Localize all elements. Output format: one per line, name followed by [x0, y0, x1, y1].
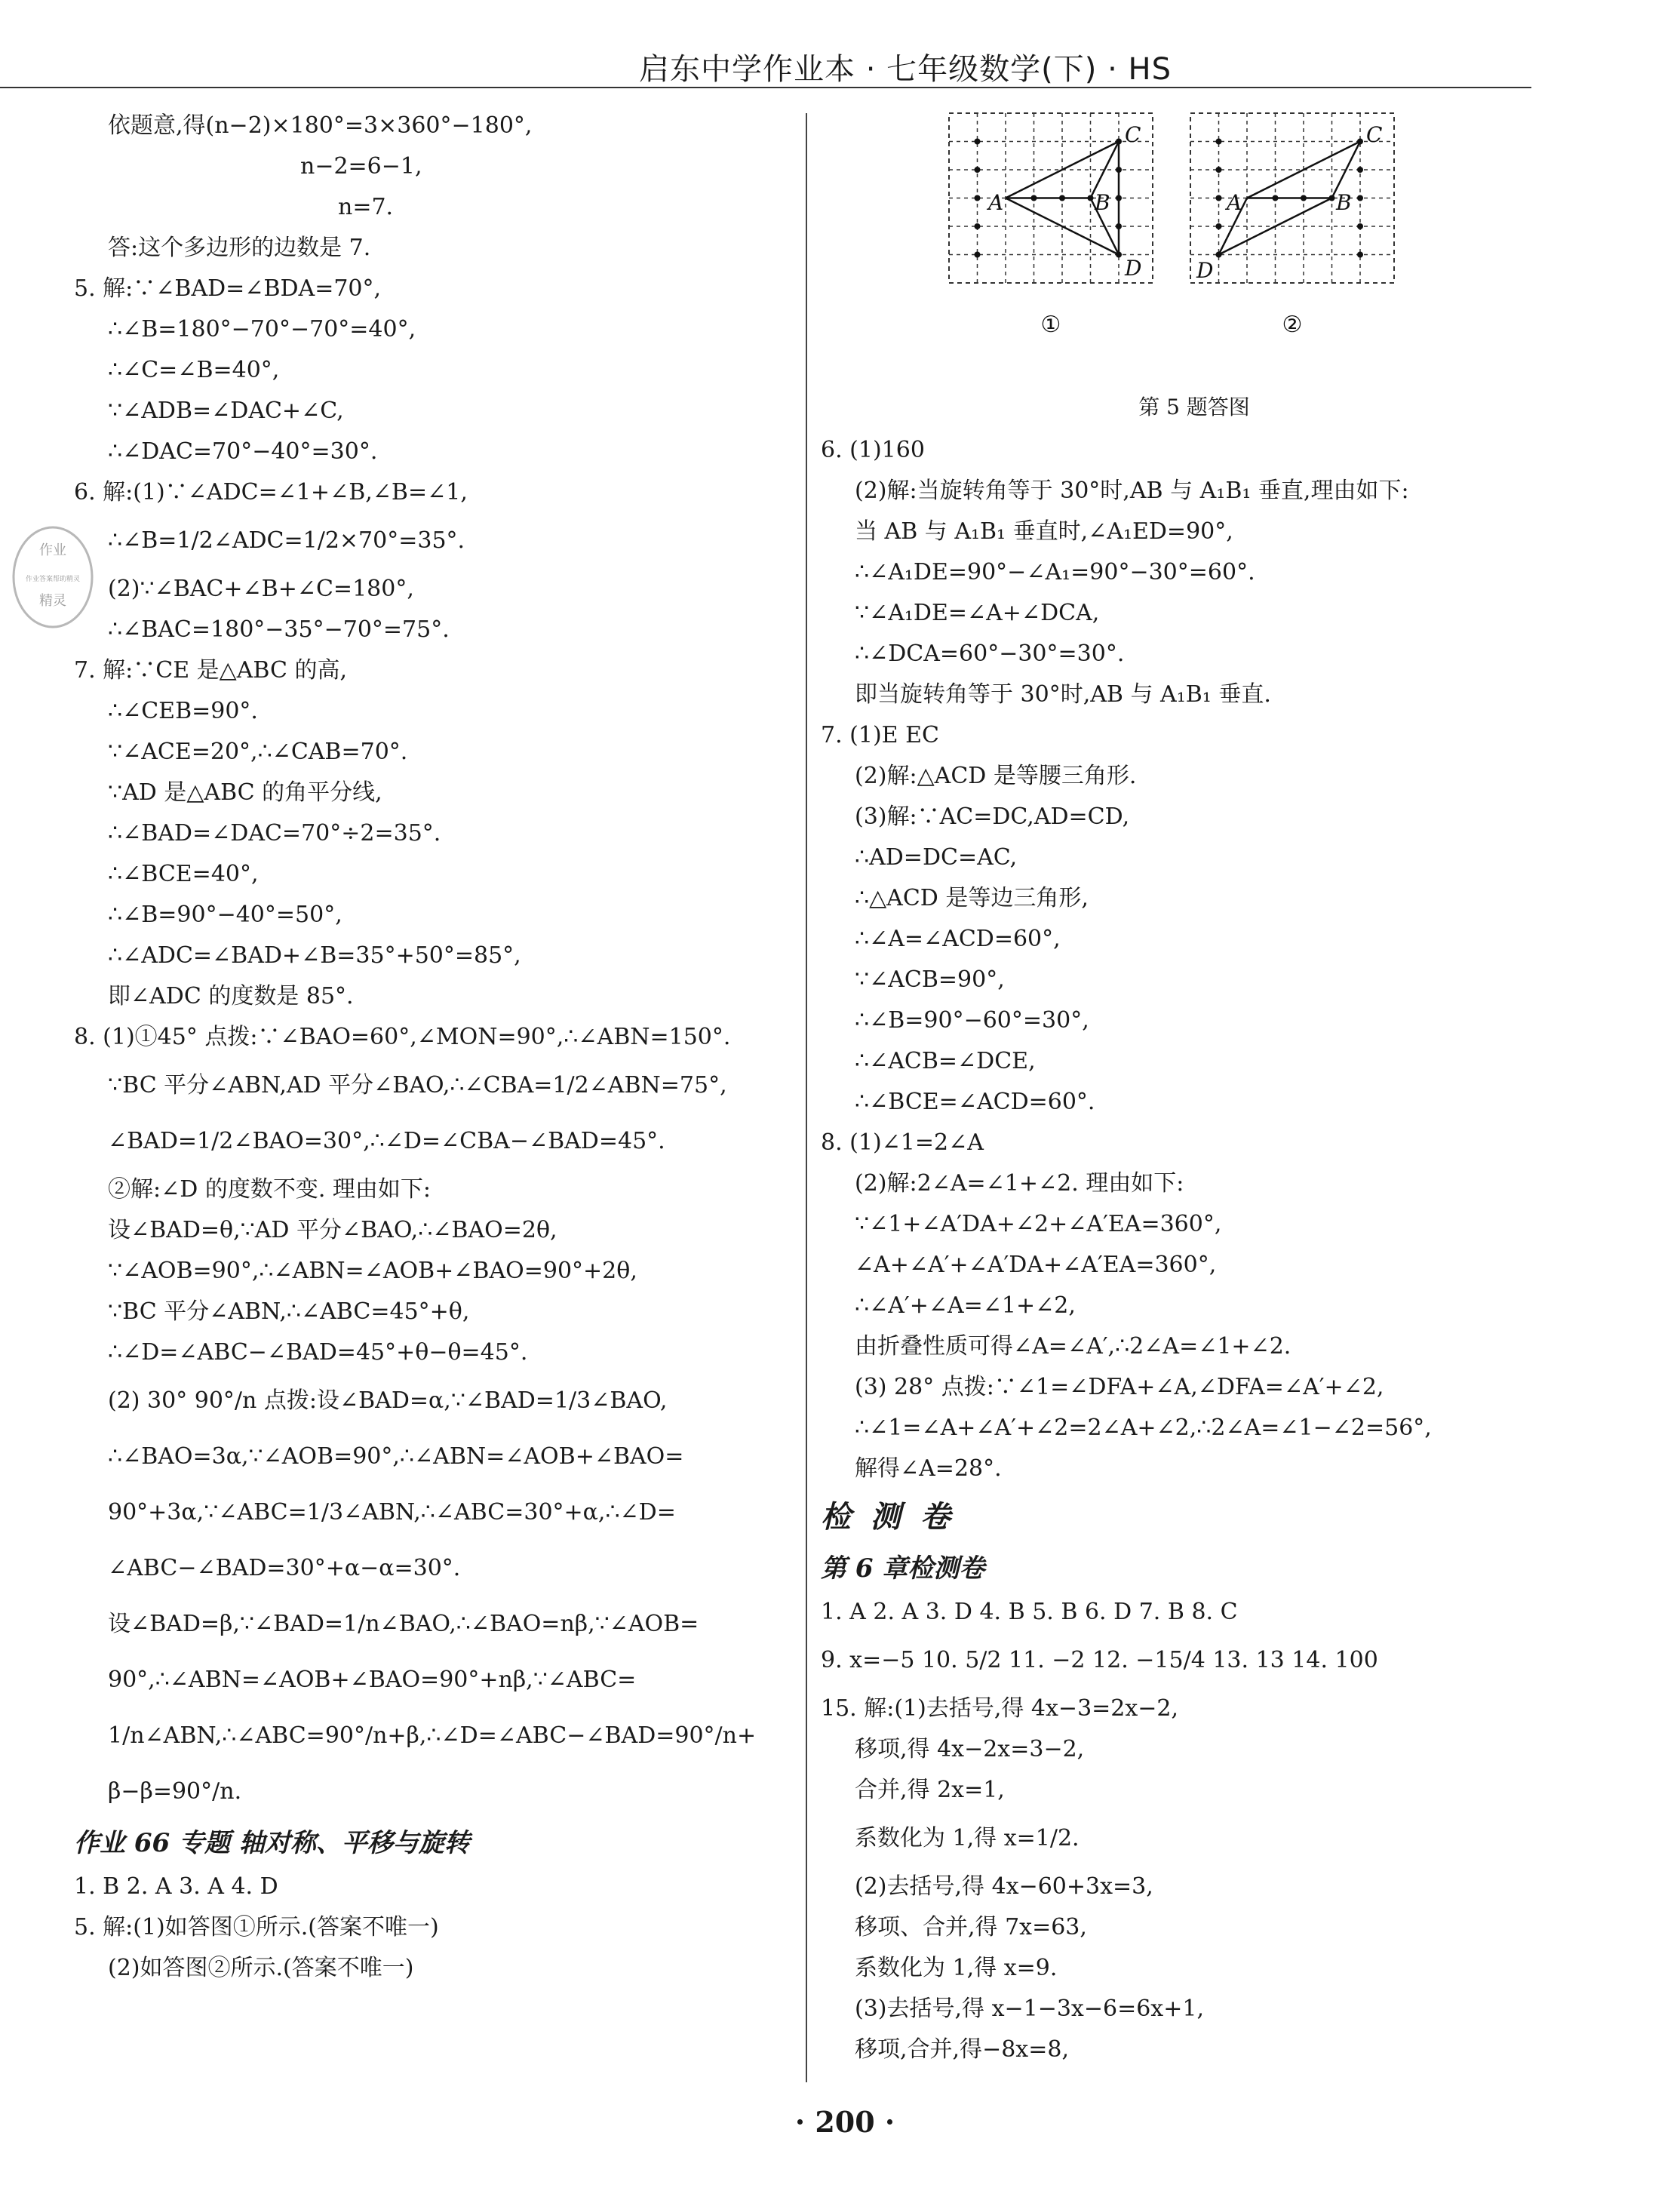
text-line: ∴∠BAO=3α,∵∠AOB=90°,∴∠ABN=∠AOB+∠BAO= — [108, 1443, 684, 1470]
column-divider — [806, 113, 807, 2082]
text-line: ②解:∠D 的度数不变. 理由如下: — [108, 1176, 432, 1203]
chapter-test-title: 第 6 章检测卷 — [821, 1553, 985, 1584]
text-line: (3)解:∵AC=DC,AD=CD, — [855, 803, 1130, 830]
text-line: 设∠BAD=β,∵∠BAD=1/n∠BAO,∴∠BAO=nβ,∵∠AOB= — [108, 1611, 699, 1637]
text-line: ∴∠BCE=40°, — [108, 861, 259, 887]
text-line: 系数化为 1,得 x=9. — [855, 1955, 1058, 1981]
svg-text:A: A — [988, 190, 1004, 215]
text-line: 移项、合并,得 7x=63, — [855, 1914, 1087, 1940]
text-line: 6. (1)160 — [821, 437, 925, 463]
text-line: ∵BC 平分∠ABN,∴∠ABC=45°+θ, — [108, 1298, 470, 1325]
text-line: 移项,合并,得−8x=8, — [855, 2036, 1069, 2063]
text-line: ∴∠BAD=∠DAC=70°÷2=35°. — [108, 820, 441, 847]
svg-text:精灵: 精灵 — [39, 593, 66, 609]
svg-text:A: A — [1227, 190, 1242, 215]
text-line: 7. (1)E EC — [821, 722, 939, 748]
text-line: 由折叠性质可得∠A=∠A′,∴2∠A=∠1+∠2. — [855, 1333, 1291, 1360]
svg-text:C: C — [1366, 122, 1383, 147]
text-line: (2)∵∠BAC+∠B+∠C=180°, — [108, 576, 414, 602]
text-line: ∴∠B=1/2∠ADC=1/2×70°=35°. — [108, 527, 465, 554]
text-line: ∴∠D=∠ABC−∠BAD=45°+θ−θ=45°. — [108, 1339, 528, 1366]
text-line: ∴∠A=∠ACD=60°, — [855, 926, 1061, 952]
text-line: ∵∠A₁DE=∠A+∠DCA, — [855, 600, 1100, 626]
text-line: 90°,∴∠ABN=∠AOB+∠BAO=90°+nβ,∵∠ABC= — [108, 1667, 637, 1693]
text-line: 7. 解:∵CE 是△ABC 的高, — [74, 657, 348, 684]
text-line: ∴∠B=180°−70°−70°=40°, — [108, 316, 416, 343]
text-line: ∴∠DCA=60°−30°=30°. — [855, 641, 1125, 667]
svg-text:B: B — [1095, 190, 1110, 215]
svg-text:D: D — [1125, 256, 1142, 281]
text-line: 解得∠A=28°. — [855, 1455, 1002, 1482]
text-line: (2)解:2∠A=∠1+∠2. 理由如下: — [855, 1170, 1184, 1197]
answer-figures — [821, 106, 1568, 385]
text-line: ∴∠B=90°−40°=50°, — [108, 902, 342, 928]
text-line: 依题意,得(n−2)×180°=3×360°−180°, — [108, 112, 533, 139]
grid-figure-1 — [949, 113, 1153, 338]
text-line: β−β=90°/n. — [108, 1778, 242, 1805]
text-line: 8. (1)①45° 点拨:∵∠BAO=60°,∠MON=90°,∴∠ABN=150°. — [74, 1024, 731, 1050]
text-line: ∴∠A₁DE=90°−∠A₁=90°−30°=60°. — [855, 559, 1255, 585]
text-line: ∴∠B=90°−60°=30°, — [855, 1007, 1089, 1034]
text-line: (2)解:当旋转角等于 30°时,AB 与 A₁B₁ 垂直,理由如下: — [855, 478, 1409, 504]
text-line: 即∠ADC 的度数是 85°. — [108, 983, 354, 1009]
text-line: 合并,得 2x=1, — [855, 1777, 1005, 1803]
text-line: 1/n∠ABN,∴∠ABC=90°/n+β,∴∠D=∠ABC−∠BAD=90°/n+ — [108, 1722, 757, 1749]
header-rule — [0, 87, 1531, 88]
text-line: (3) 28° 点拨:∵∠1=∠DFA+∠A,∠DFA=∠A′+∠2, — [855, 1374, 1384, 1400]
text-line: (2)如答图②所示.(答案不唯一) — [108, 1955, 414, 1981]
text-line: (3)去括号,得 x−1−3x−6=6x+1, — [855, 1996, 1204, 2022]
figure-caption: 第 5 题答图 — [1138, 395, 1250, 419]
text-line: ∵AD 是△ABC 的角平分线, — [108, 779, 382, 806]
text-line: ∴∠CEB=90°. — [108, 698, 258, 724]
section-heading: 作业 66 专题 轴对称、平移与旋转 — [74, 1828, 470, 1858]
text-line: ∴∠1=∠A+∠A′+∠2=2∠A+∠2,∴2∠A=∠1−∠2=56°, — [855, 1415, 1432, 1441]
text-line: n−2=6−1, — [300, 153, 422, 180]
svg-text:作业答案帮助精灵: 作业答案帮助精灵 — [25, 576, 81, 583]
page-number: · 200 · — [794, 2105, 895, 2139]
text-line: ∵∠1+∠A′DA+∠2+∠A′EA=360°, — [855, 1211, 1222, 1237]
right-column — [821, 106, 1568, 2070]
text-line: 移项,得 4x−2x=3−2, — [855, 1736, 1085, 1762]
svg-text:C: C — [1125, 122, 1141, 147]
text-line: n=7. — [338, 194, 394, 220]
text-line: 15. 解:(1)去括号,得 4x−3=2x−2, — [821, 1695, 1179, 1722]
text-line: ∴∠ACB=∠DCE, — [855, 1048, 1036, 1074]
text-line: 90°+3α,∵∠ABC=1/3∠ABN,∴∠ABC=30°+α,∴∠D= — [108, 1499, 676, 1526]
svg-text:作业: 作业 — [39, 542, 66, 558]
text-line: 设∠BAD=θ,∵AD 平分∠BAO,∴∠BAO=2θ, — [108, 1217, 557, 1243]
text-line: 当 AB 与 A₁B₁ 垂直时,∠A₁ED=90°, — [855, 518, 1233, 545]
text-line: ∴∠BAC=180°−35°−70°=75°. — [108, 616, 450, 643]
text-line: (2)解:△ACD 是等腰三角形. — [855, 763, 1137, 789]
text-line: (2)去括号,得 4x−60+3x=3, — [855, 1873, 1153, 1900]
text-line: 9. x=−5 10. 5/2 11. −2 12. −15/4 13. 13 14. 100 — [821, 1647, 1378, 1673]
text-line: ∠BAD=1/2∠BAO=30°,∴∠D=∠CBA−∠BAD=45°. — [108, 1128, 665, 1154]
text-line: ∵∠ACE=20°,∴∠CAB=70°. — [108, 739, 408, 765]
text-line: 1. B 2. A 3. A 4. D — [74, 1873, 278, 1900]
text-line: ∴∠DAC=70°−40°=30°. — [108, 438, 378, 465]
fig1-label: ① — [1040, 312, 1061, 338]
left-column — [74, 106, 783, 1989]
grid-figures-svg — [821, 106, 1568, 385]
fig2-label: ② — [1282, 312, 1303, 338]
section-title: 检 测 卷 — [821, 1499, 955, 1535]
text-line: 系数化为 1,得 x=1/2. — [855, 1825, 1080, 1851]
text-line: ∴∠ADC=∠BAD+∠B=35°+50°=85°, — [108, 942, 521, 969]
text-line: 即当旋转角等于 30°时,AB 与 A₁B₁ 垂直. — [855, 681, 1271, 708]
page-header — [0, 45, 1680, 91]
svg-text:D: D — [1196, 258, 1214, 283]
text-line: ∴△ACD 是等边三角形, — [855, 885, 1089, 911]
text-line: ∵∠ACB=90°, — [855, 966, 1005, 993]
text-line: ∵∠AOB=90°,∴∠ABN=∠AOB+∠BAO=90°+2θ, — [108, 1258, 637, 1284]
grid-figure-2 — [1190, 113, 1394, 338]
text-line: ∠ABC−∠BAD=30°+α−α=30°. — [108, 1555, 461, 1581]
text-line: ∵∠ADB=∠DAC+∠C, — [108, 398, 344, 424]
text-line: ∴∠C=∠B=40°, — [108, 357, 280, 383]
text-line: ∵BC 平分∠ABN,AD 平分∠BAO,∴∠CBA=1/2∠ABN=75°, — [108, 1072, 727, 1098]
text-line: ∠A+∠A′+∠A′DA+∠A′EA=360°, — [855, 1252, 1217, 1278]
text-line: 6. 解:(1)∵∠ADC=∠1+∠B,∠B=∠1, — [74, 479, 468, 505]
text-line: (2) 30° 90°/n 点拨:设∠BAD=α,∵∠BAD=1/3∠BAO, — [108, 1387, 668, 1414]
text-line: 5. 解:∵∠BAD=∠BDA=70°, — [74, 275, 382, 302]
text-line: 1. A 2. A 3. D 4. B 5. B 6. D 7. B 8. C — [821, 1599, 1238, 1625]
text-line: 答:这个多边形的边数是 7. — [108, 235, 371, 261]
svg-text:B: B — [1336, 190, 1352, 215]
text-line: ∴∠A′+∠A=∠1+∠2, — [855, 1292, 1076, 1319]
text-line: ∴AD=DC=AC, — [855, 844, 1018, 871]
text-line: ∴∠BCE=∠ACD=60°. — [855, 1089, 1095, 1115]
text-line: 5. 解:(1)如答图①所示.(答案不唯一) — [74, 1914, 439, 1940]
text-line: 8. (1)∠1=2∠A — [821, 1129, 984, 1156]
header-title: 启东中学作业本 · 七年级数学(下) · HS — [639, 52, 1172, 87]
